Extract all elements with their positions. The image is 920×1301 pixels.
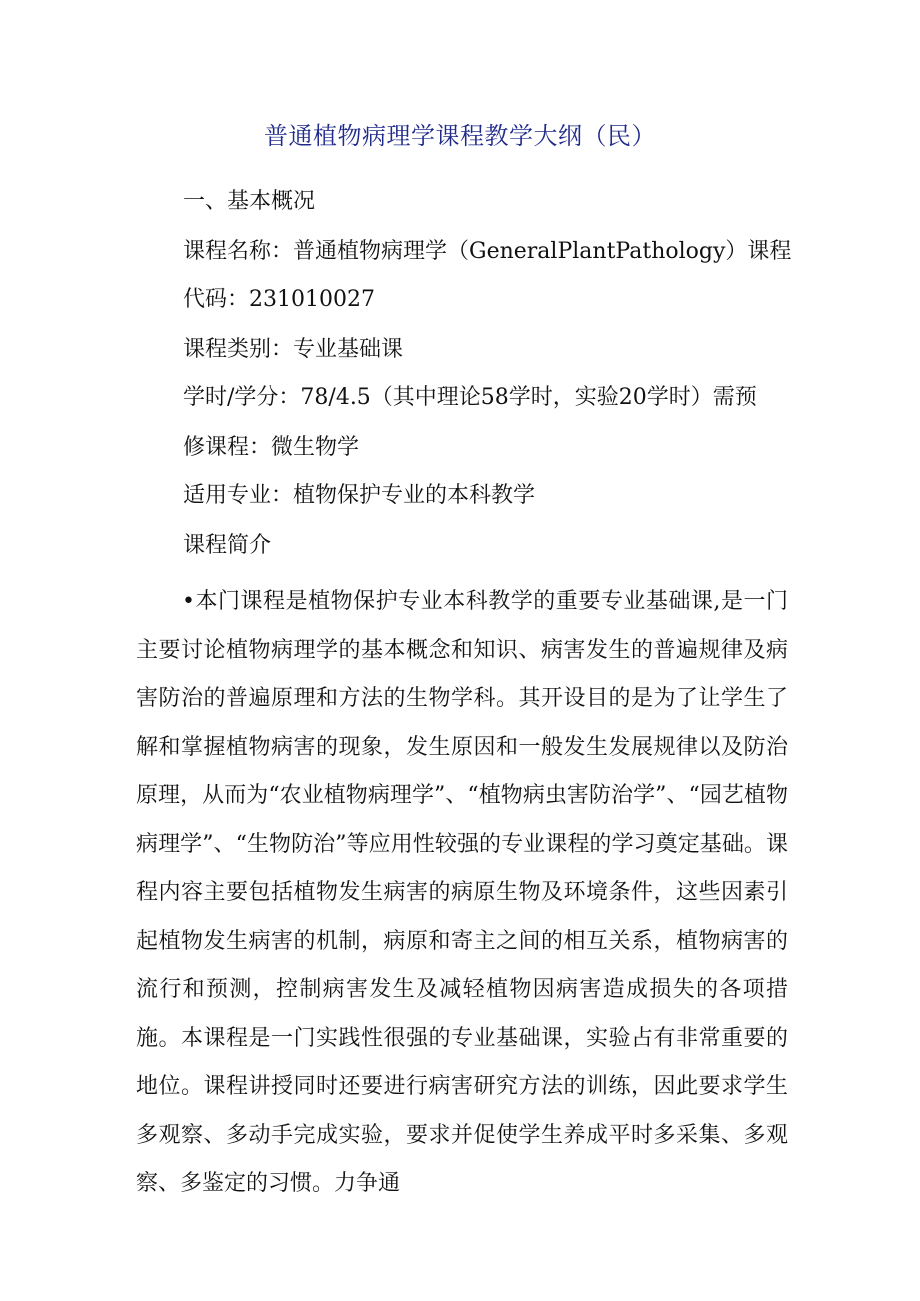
course-name-line: 课程名称：普通植物病理学（GeneralPlantPathology）课程 — [183, 239, 792, 264]
prerequisite-line: 修课程：微生物学 — [183, 435, 360, 460]
section-heading: 一、基本概况 — [183, 189, 316, 214]
applicable-major-line: 适用专业：植物保护专业的本科教学 — [183, 483, 536, 508]
intro-paragraph: •本门课程是植物保护专业本科教学的重要专业基础课,是一门主要讨论植物病理学的基本概念和知识、病害发生的普遍规律及病害防治的普遍原理和方法的生物学科。其开设目的是为了让学生了解和掌握植物病害的现象，发生原因和一般发生发展规律以及防治原理，从而为“农业植物病理学”、“植物病虫害防治学”、“园艺植物病理学”、“生物防治”等应用性较强的专业课程的学习奠定基础。课程内容主要包括植物发生病害的病原生物及环境条件，这些因素引起植物发生病害的机制，病原和寄主之间的相互关系，植物病害的流行和预测，控制病害发生及减轻植物因病害造成损失的各项措施。本课程是一门实践性很强的专业基础课，实验占有非常重要的地位。课程讲授同时还要进行病害研究方法的训练，因此要求学生多观察、多动手完成实验，要求并促使学生养成平时多采集、多观察、多鉴定的习惯。力争通 — [136, 589, 788, 1196]
document-title: 普通植物病理学课程教学大纲（民） — [264, 122, 656, 150]
course-intro-heading: 课程简介 — [183, 533, 272, 558]
course-category-line: 课程类别：专业基础课 — [183, 337, 404, 362]
hours-credits-line: 学时/学分：78/4.5（其中理论58学时，实验20学时）需预 — [183, 385, 757, 410]
course-code-line: 代码：231010027 — [183, 287, 375, 312]
